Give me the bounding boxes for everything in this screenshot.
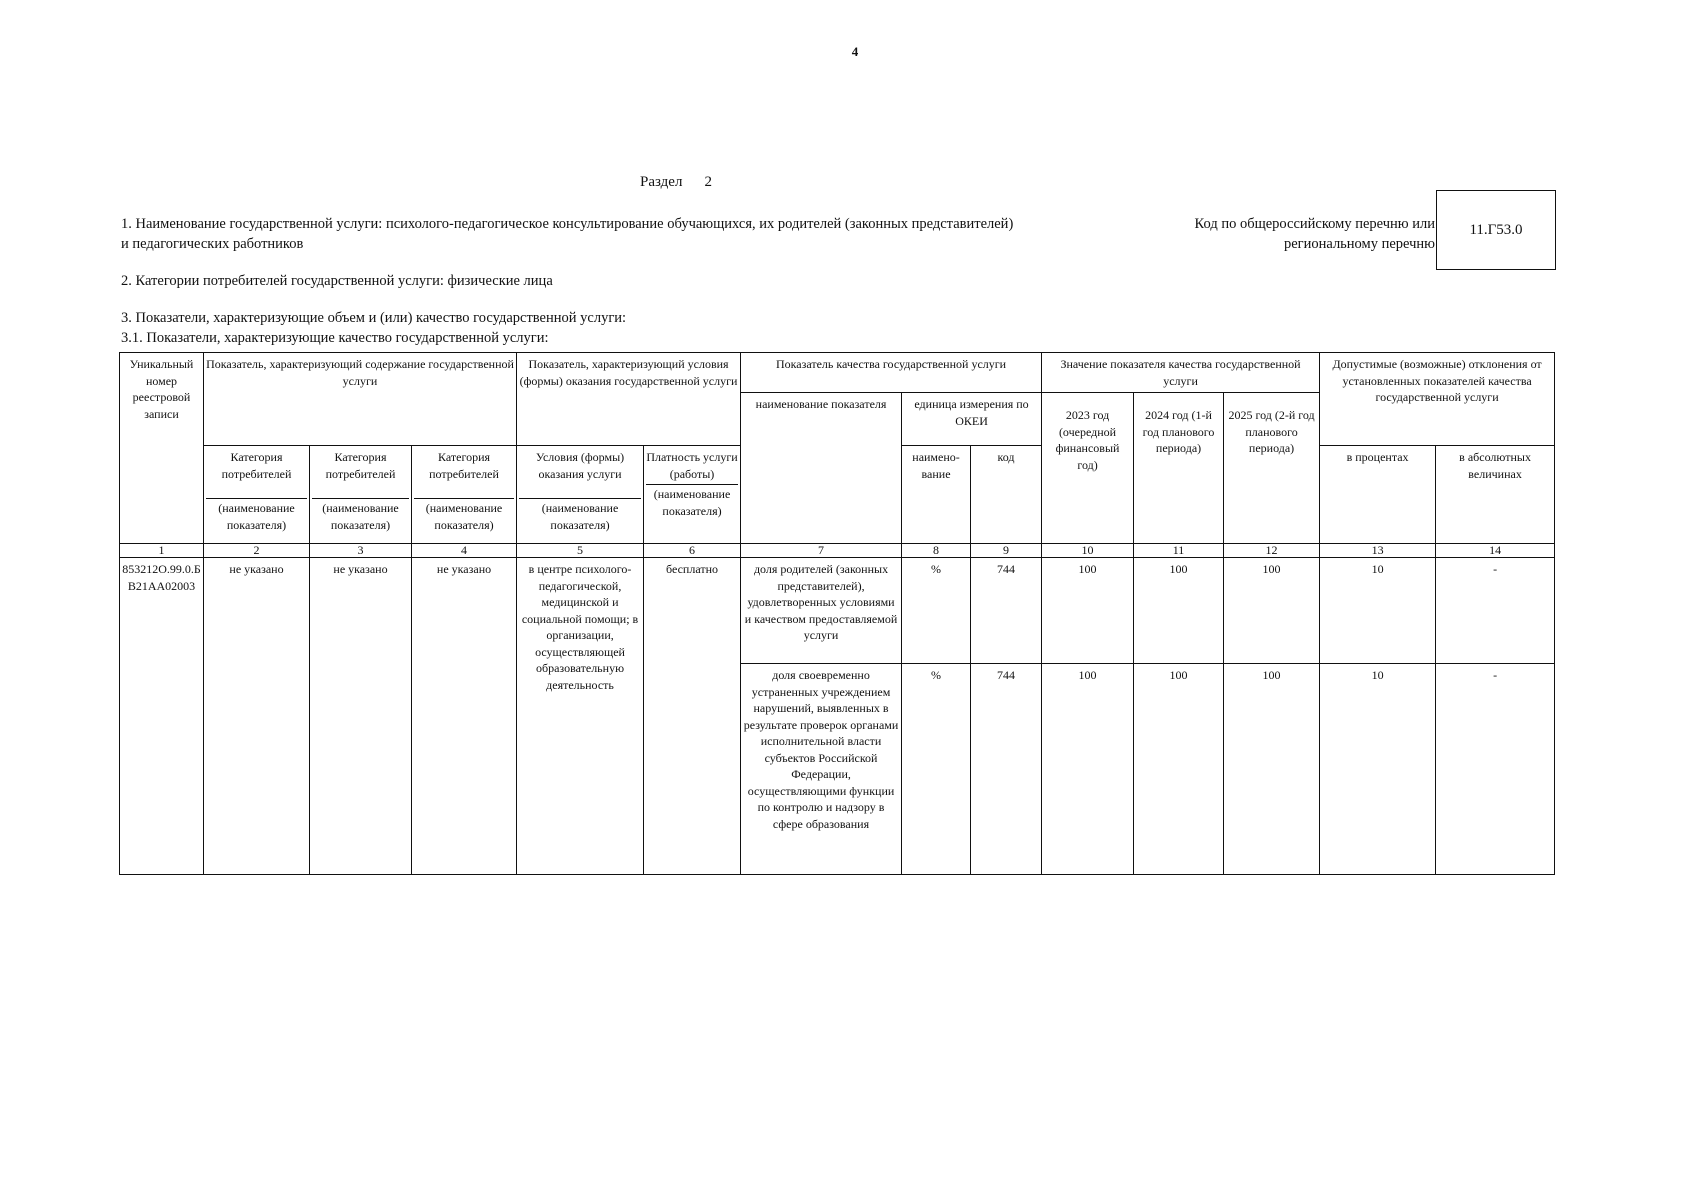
table-row xyxy=(120,558,1555,664)
quality-indicators-heading: 3.1. Показатели, характеризующие качество государственной услуги: xyxy=(121,330,549,346)
cell-2024: 100 xyxy=(1134,664,1224,875)
header-quality: Показатель качества государственной услуги xyxy=(741,353,1042,393)
header-content: Показатель, характеризующий содержание государственной услуги xyxy=(204,353,517,446)
header-pay-label: Платность услуги (работы) xyxy=(646,450,738,481)
header-indicator-name: наименование показателя xyxy=(741,393,902,544)
header-cat1-sub: (наименование показателя) xyxy=(206,498,307,533)
col-number: 4 xyxy=(412,544,517,558)
col-number: 6 xyxy=(644,544,741,558)
cell-cat1: не указано xyxy=(204,558,310,875)
header-percent: в процентах xyxy=(1320,446,1436,544)
header-unit-code: код xyxy=(971,446,1042,544)
header-cat2-sub: (наименование показателя) xyxy=(312,498,409,533)
service-name: 1. Наименование государственной услуги: психолого-педагогическое консультирование обучающихся, их родителей (законных представителей) и педагогических работников xyxy=(121,216,1014,252)
quality-table xyxy=(119,352,1555,875)
header-cat3-sub: (наименование показателя) xyxy=(414,498,514,533)
header-2025: 2025 год (2-й год планового периода) xyxy=(1224,393,1320,544)
indicators-heading: 3. Показатели, характеризующие объем и (или) качество государственной услуги: xyxy=(121,310,627,326)
code-box xyxy=(1436,190,1556,270)
header-conditions: Показатель, характеризующий условия (формы) оказания государственной услуги xyxy=(517,353,741,446)
header-cond-label: Условия (формы) оказания услуги xyxy=(535,450,625,481)
header-pay-sub: (наименование показателя) xyxy=(646,484,738,519)
cell-code: 744 xyxy=(971,558,1042,664)
header-2023: 2023 год (очередной финансовый год) xyxy=(1042,393,1134,544)
cell-registry: 853212О.99.0.БВ21АА02003 xyxy=(120,558,204,875)
col-number: 2 xyxy=(204,544,310,558)
col-number: 10 xyxy=(1042,544,1134,558)
header-pay xyxy=(644,446,741,544)
column-numbers-row xyxy=(120,544,1555,558)
section-label: Раздел xyxy=(640,174,683,190)
header-value: Значение показателя качества государственной услуги xyxy=(1042,353,1320,393)
cell-payment: бесплатно xyxy=(644,558,741,875)
header-cat1 xyxy=(204,446,310,544)
header-unit: единица измерения по ОКЕИ xyxy=(902,393,1042,446)
col-number: 7 xyxy=(741,544,902,558)
header-cat3-label: Категория потребителей xyxy=(429,450,499,481)
cell-conditions: в центре психолого-педагогической, медицинской и социальной помощи; в организации, осуществляющей образовательную деятельность xyxy=(517,558,644,875)
col-number: 5 xyxy=(517,544,644,558)
header-cond-sub: (наименование показателя) xyxy=(519,498,641,533)
cell-indicator-name: доля родителей (законных представителей), удовлетворенных условиями и качеством предоставляемой услуги xyxy=(741,558,902,664)
header-registry: Уникальный номер реестровой записи xyxy=(120,353,204,544)
code-label: Код по общероссийскому перечню или региональному перечню xyxy=(1194,216,1435,252)
col-number: 8 xyxy=(902,544,971,558)
header-deviation: Допустимые (возможные) отклонения от установленных показателей качества государственной услуги xyxy=(1320,353,1555,446)
code-value: 11.Г53.0 xyxy=(1469,221,1523,238)
page-number: 4 xyxy=(851,44,859,59)
header-2024: 2024 год (1-й год планового периода) xyxy=(1134,393,1224,544)
header-cat1-label: Категория потребителей xyxy=(221,450,292,481)
col-number: 13 xyxy=(1320,544,1436,558)
col-number: 3 xyxy=(310,544,412,558)
header-cat3 xyxy=(412,446,517,544)
cell-2023: 100 xyxy=(1042,664,1134,875)
header-unit-name: наимено-вание xyxy=(902,446,971,544)
cell-code: 744 xyxy=(971,664,1042,875)
col-number: 12 xyxy=(1224,544,1320,558)
cell-cat3: не указано xyxy=(412,558,517,875)
cell-absolute: - xyxy=(1436,558,1555,664)
header-cat2 xyxy=(310,446,412,544)
cell-percent: 10 xyxy=(1320,664,1436,875)
section-title xyxy=(640,174,712,191)
col-number: 14 xyxy=(1436,544,1555,558)
col-number: 11 xyxy=(1134,544,1224,558)
cell-2024: 100 xyxy=(1134,558,1224,664)
cell-absolute: - xyxy=(1436,664,1555,875)
consumer-categories: 2. Категории потребителей государственной услуги: физические лица xyxy=(121,273,553,289)
cell-cat2: не указано xyxy=(310,558,412,875)
header-cat2-label: Категория потребителей xyxy=(325,450,396,481)
section-number: 2 xyxy=(704,174,712,190)
cell-unit: % xyxy=(902,558,971,664)
header-cond xyxy=(517,446,644,544)
header-absolute: в абсолютных величинах xyxy=(1436,446,1555,544)
cell-indicator-name: доля своевременно устраненных учреждением нарушений, выявленных в результате проверок органами исполнительной власти субъектов Российской Федерации, осуществляющими функции по контролю и надзору в сфере образования xyxy=(741,664,902,875)
cell-2025: 100 xyxy=(1224,558,1320,664)
cell-2023: 100 xyxy=(1042,558,1134,664)
cell-2025: 100 xyxy=(1224,664,1320,875)
col-number: 9 xyxy=(971,544,1042,558)
cell-unit: % xyxy=(902,664,971,875)
col-number: 1 xyxy=(120,544,204,558)
cell-percent: 10 xyxy=(1320,558,1436,664)
